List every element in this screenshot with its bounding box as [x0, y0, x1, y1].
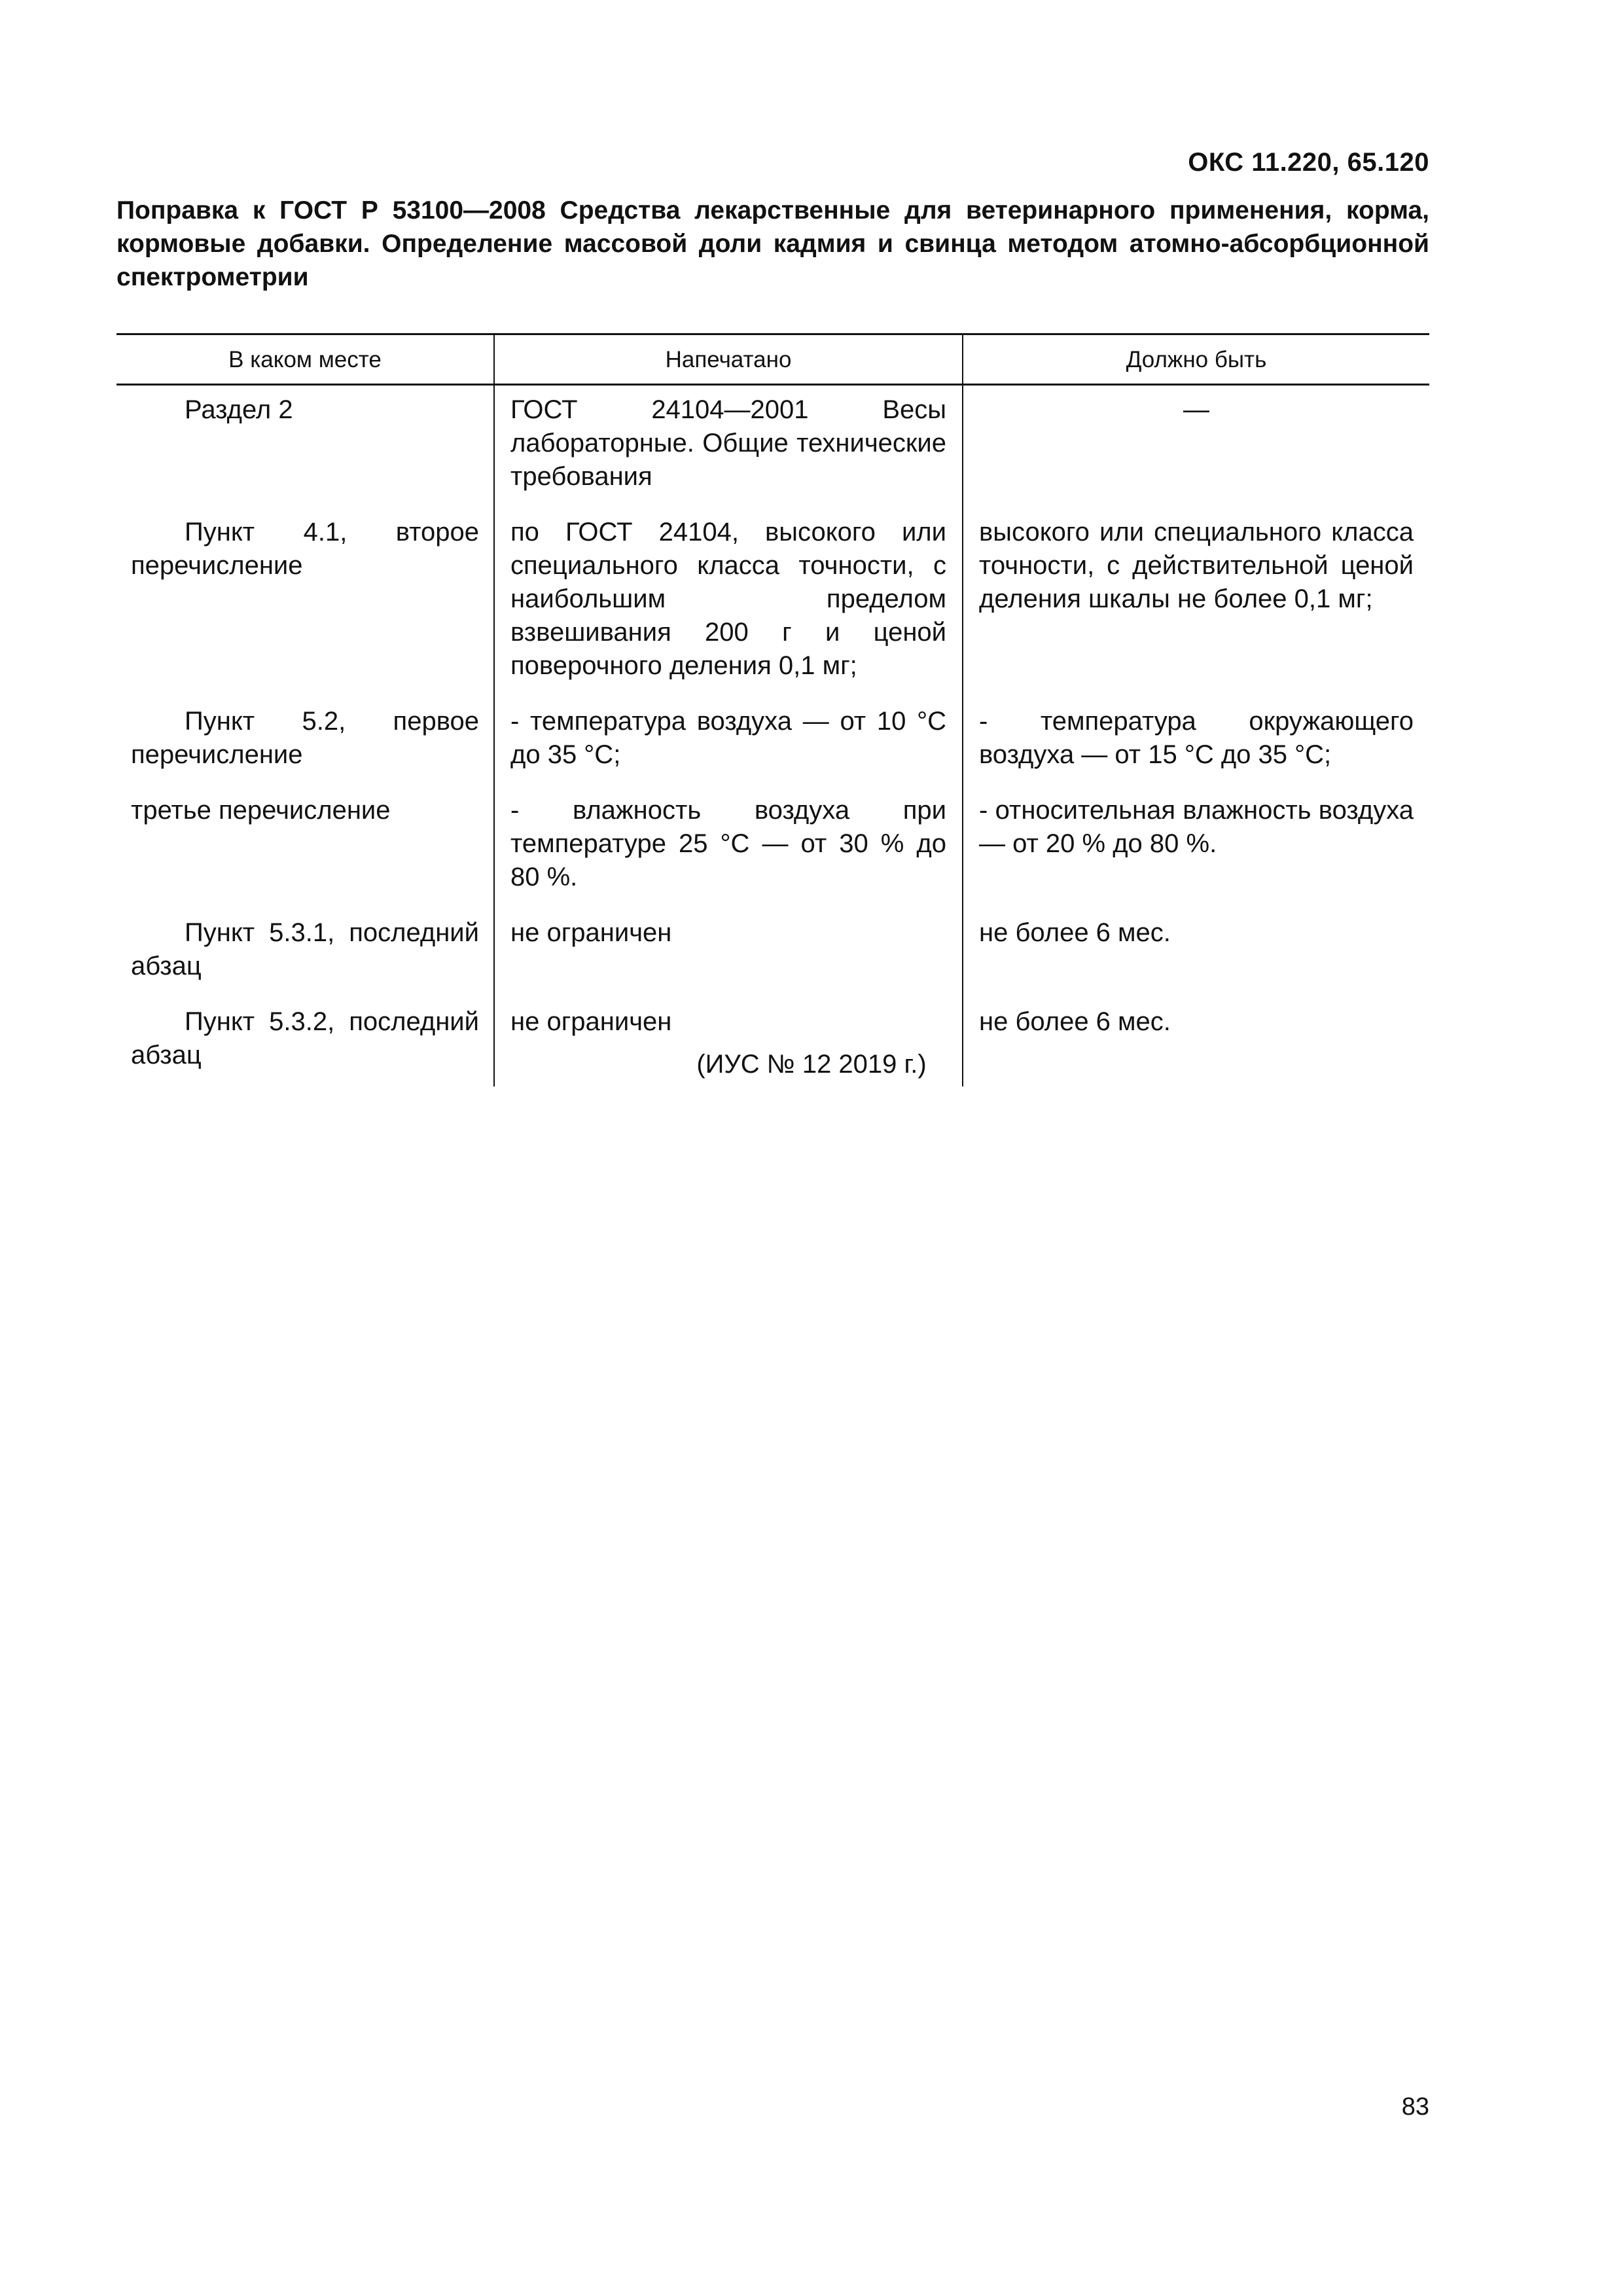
- table-row: [116, 697, 1429, 786]
- column-header-should-be: Должно быть: [963, 334, 1429, 385]
- place-text: третье перечисление: [131, 796, 391, 825]
- column-header-printed: Напечатано: [494, 334, 963, 385]
- cell-should-be: не более 6 мес.: [963, 908, 1429, 997]
- table-row: [116, 385, 1429, 509]
- place-text: Пункт 5.3.2, последний абзац: [131, 1007, 479, 1069]
- place-text: Пункт 5.2, первое перечисление: [131, 707, 479, 769]
- cell-place: [116, 786, 494, 908]
- cell-place: [116, 697, 494, 786]
- amendment-table: [116, 333, 1429, 1086]
- cell-printed: по ГОСТ 24104, высокого или специального класса точности, с наибольшим пределом взвешивания 200 г и ценой поверочного деления 0,1 мг;: [494, 508, 963, 697]
- cell-place: [116, 508, 494, 697]
- ius-reference: (ИУС № 12 2019 г.): [696, 1050, 927, 1079]
- cell-should-be: - температура окружающего воздуха — от 15 °С до 35 °С;: [963, 697, 1429, 786]
- amendment-title: Поправка к ГОСТ Р 53100—2008 Средства лекарственные для ветеринарного применения, корма, кормовые добавки. Определение массовой доли кадмия и свинца методом атомно-абсорбционной спектрометрии: [116, 196, 1429, 291]
- cell-printed: - температура воздуха — от 10 °С до 35 °С;: [494, 697, 963, 786]
- place-text: Раздел 2: [185, 395, 293, 424]
- cell-printed: не ограничен: [494, 908, 963, 997]
- cell-should-be: не более 6 мес.: [963, 997, 1429, 1086]
- cell-should-be: - относительная влажность воздуха — от 20 % до 80 %.: [963, 786, 1429, 908]
- place-text: Пункт 5.3.1, последний абзац: [131, 918, 479, 980]
- cell-printed: не ограничен: [494, 997, 963, 1086]
- cell-should-be: высокого или специального класса точности, с действительной ценой деления шкалы не более 0,1 мг;: [963, 508, 1429, 697]
- cell-place: [116, 385, 494, 509]
- cell-place: [116, 908, 494, 997]
- cell-should-be: —: [963, 385, 1429, 509]
- page-number: 83: [1401, 2093, 1429, 2121]
- place-text: Пункт 4.1, второе перечисление: [131, 518, 479, 580]
- table-row: [116, 786, 1429, 908]
- table-header-row: [116, 334, 1429, 385]
- table-row: [116, 508, 1429, 697]
- cell-printed: - влажность воздуха при температуре 25 °С — от 30 % до 80 %.: [494, 786, 963, 908]
- column-header-place: В каком месте: [116, 334, 494, 385]
- cell-printed: ГОСТ 24104—2001 Весы лабораторные. Общие технические требования: [494, 385, 963, 509]
- oks-code: ОКС 11.220, 65.120: [1188, 148, 1429, 177]
- table-row: [116, 908, 1429, 997]
